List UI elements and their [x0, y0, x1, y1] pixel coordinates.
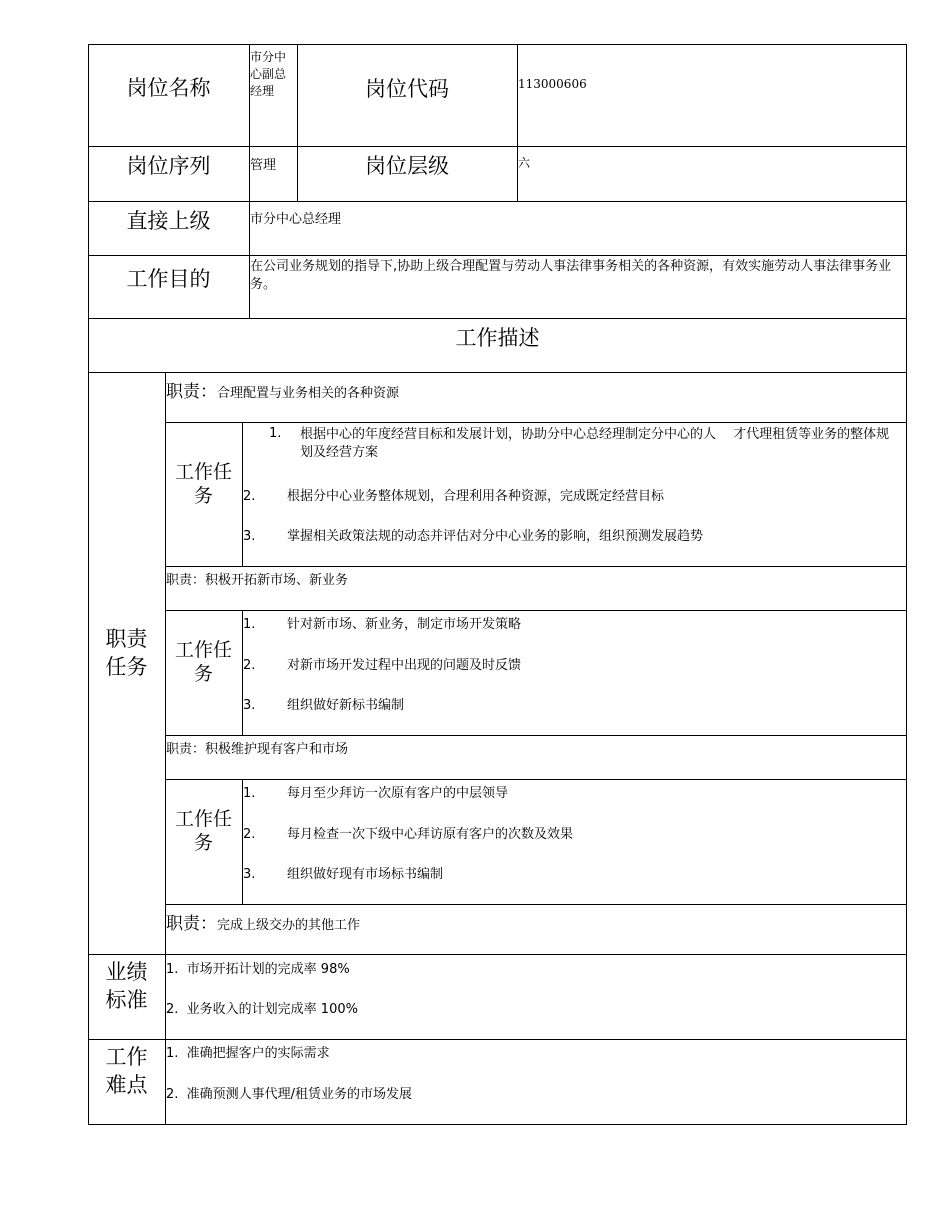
difficulty-label	[88, 1043, 165, 1099]
row-divider	[88, 318, 907, 319]
difficulty-item	[166, 1083, 412, 1102]
superior-value: 市分中心总经理	[250, 212, 342, 227]
post-code-label: 岗位代码	[365, 77, 449, 101]
task-text: 对新市场开发过程中出现的问题及时反馈	[287, 658, 522, 673]
duty-prefix: 职责：	[166, 742, 206, 757]
item-text: 准确把握客户的实际需求	[186, 1046, 330, 1061]
row-divider	[88, 372, 907, 373]
post-level-value: 六	[518, 156, 531, 170]
post-seq-value: 管理	[250, 158, 277, 173]
item-number: 2.	[166, 1087, 179, 1102]
duties-label-line: 任务	[105, 655, 148, 679]
duty-heading	[166, 738, 348, 757]
row-divider	[88, 255, 907, 256]
post-level-label: 岗位层级	[365, 154, 449, 178]
duty-text: 积极维护现有客户和市场	[205, 742, 349, 757]
task-number: 1.	[243, 617, 256, 632]
duties-label	[88, 625, 165, 681]
task-item: 根据中心的年度经营目标和发展计划，协助分中心总经理制定分中心的人 才代理租赁等业务的整体规划及经营方案	[300, 427, 890, 460]
task-text: 针对新市场、新业务，制定市场开发策略	[287, 617, 522, 632]
task-label-line: 工作任	[174, 639, 232, 661]
row-divider	[165, 735, 907, 736]
task-item	[243, 782, 508, 801]
item-text: 准确预测人事代理/租赁业务的市场发展	[186, 1087, 413, 1102]
difficulty-label-line: 工作	[105, 1045, 148, 1069]
difficulty-label-line: 难点	[105, 1073, 148, 1097]
duty-text: 合理配置与业务相关的各种资源	[217, 386, 400, 401]
task-number: 2.	[243, 489, 256, 504]
task-label	[165, 807, 242, 855]
row-divider	[165, 422, 907, 423]
task-number: 3.	[243, 867, 256, 882]
task-number: 3.	[243, 698, 256, 713]
item-number: 1.	[166, 1046, 179, 1061]
task-label	[165, 460, 242, 508]
task-label-line: 工作任	[174, 808, 232, 830]
item-number: 2.	[166, 1002, 179, 1017]
task-item	[243, 613, 521, 632]
item-text: 业务收入的计划完成率 100%	[186, 1002, 358, 1017]
performance-label-line: 标准	[105, 988, 148, 1012]
task-item	[243, 525, 703, 544]
task-number: 2.	[243, 658, 256, 673]
row-divider	[88, 201, 907, 202]
duty-heading	[166, 569, 348, 588]
item-text: 市场开拓计划的完成率 98%	[186, 962, 350, 977]
post-seq-label: 岗位序列	[126, 154, 211, 178]
task-item	[243, 654, 521, 673]
duty-text: 完成上级交办的其他工作	[217, 918, 361, 933]
duty-prefix: 职责：	[166, 914, 217, 934]
task-number: 2.	[243, 827, 256, 842]
task-text: 组织做好新标书编制	[287, 698, 405, 713]
task-item	[243, 823, 573, 842]
performance-item	[166, 998, 358, 1017]
duty-heading	[166, 909, 360, 934]
row-divider	[165, 904, 907, 905]
task-number: 3.	[243, 529, 256, 544]
duties-label-line: 职责	[105, 627, 148, 651]
difficulty-item	[166, 1042, 330, 1061]
task-item	[243, 485, 664, 504]
row-divider	[88, 1039, 907, 1040]
description-title: 工作描述	[455, 326, 540, 350]
task-text: 组织做好现有市场标书编制	[287, 867, 444, 882]
goal-value: 在公司业务规划的指导下,协助上级合理配置与劳动人事法律事务相关的各种资源，有效实施劳动人事法律事务业务。	[250, 259, 892, 292]
duty-heading	[166, 377, 399, 402]
row-divider	[88, 954, 907, 955]
row-divider	[165, 610, 907, 611]
superior-label: 直接上级	[126, 209, 211, 233]
task-item	[243, 694, 404, 713]
task-number: 1.	[269, 426, 282, 441]
duty-prefix: 职责：	[166, 573, 206, 588]
task-label-line: 工作任	[174, 461, 232, 483]
post-name-value: 市分中心副总经理	[250, 50, 287, 98]
post-code-value: 113000606	[518, 77, 587, 91]
task-label	[165, 638, 242, 686]
task-label-line: 务	[193, 485, 213, 507]
task-label-line: 务	[193, 832, 213, 854]
post-name-label: 岗位名称	[126, 76, 211, 100]
task-label-line: 务	[193, 663, 213, 685]
task-text: 每月至少拜访一次原有客户的中层领导	[287, 786, 509, 801]
duty-text: 积极开拓新市场、新业务	[205, 573, 349, 588]
item-number: 1.	[166, 962, 179, 977]
task-item	[243, 863, 443, 882]
task-text: 掌握相关政策法规的动态并评估对分中心业务的影响，组织预测发展趋势	[287, 529, 704, 544]
row-divider	[88, 146, 907, 147]
performance-label	[88, 958, 165, 1014]
task-text: 根据分中心业务整体规划，合理利用各种资源，完成既定经营目标	[287, 489, 665, 504]
duty-prefix: 职责：	[166, 382, 217, 402]
col-divider	[517, 44, 518, 201]
goal-label: 工作目的	[126, 267, 211, 291]
row-divider	[165, 566, 907, 567]
row-divider	[165, 779, 907, 780]
task-text: 每月检查一次下级中心拜访原有客户的次数及效果	[287, 827, 574, 842]
task-number: 1.	[243, 786, 256, 801]
performance-label-line: 业绩	[105, 960, 148, 984]
performance-item	[166, 958, 350, 977]
